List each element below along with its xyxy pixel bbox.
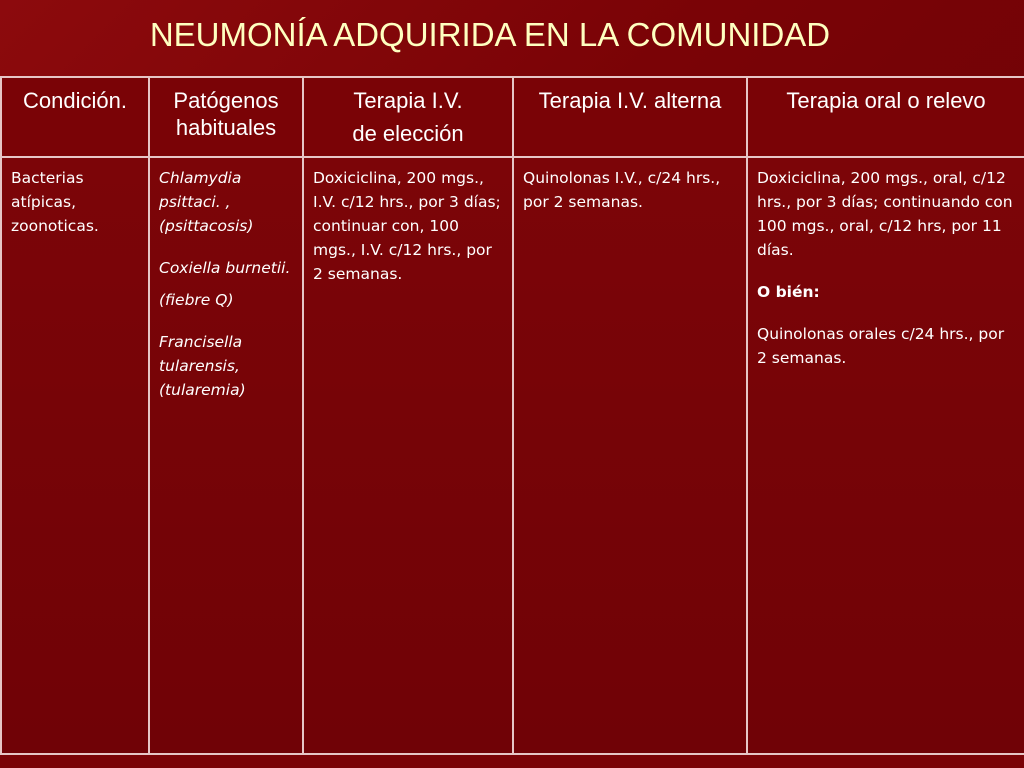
oral-o-bien: O bién:	[757, 283, 820, 301]
header-terapia-oral-label: Terapia oral o relevo	[786, 88, 986, 113]
header-patogenos-label: Patógenos habituales	[173, 88, 279, 140]
table-row	[1, 157, 1024, 754]
pathogen-coxiella: Coxiella burnetii.	[159, 259, 291, 277]
pathogen-chlamydia: Chlamydia psittaci. , (psittacosis)	[159, 169, 254, 235]
bottom-band	[0, 755, 1024, 768]
table-header-row	[1, 77, 1024, 157]
oral-doxiciclina: Doxiciclina, 200 mgs., oral, c/12 hrs., por 3 días; continuando con 100 mgs., oral, c/12 hrs, por 11 días.	[757, 169, 1013, 259]
header-terapia-alterna	[513, 77, 747, 157]
header-condicion	[1, 77, 149, 157]
cell-terapia-iv-text: Doxiciclina, 200 mgs., I.V. c/12 hrs., por 3 días; continuar con, 100 mgs., I.V. c/12 hrs., por 2 semanas.	[313, 169, 501, 283]
cell-condicion	[1, 157, 149, 754]
header-terapia-iv-line2: de elección	[352, 121, 464, 146]
header-terapia-iv	[303, 77, 513, 157]
cell-condicion-text: Bacterias atípicas, zoonoticas.	[11, 169, 99, 235]
header-terapia-oral	[747, 77, 1024, 157]
cell-terapia-iv	[303, 157, 513, 754]
header-terapia-iv-line1: Terapia I.V.	[353, 88, 463, 113]
cell-terapia-alterna	[513, 157, 747, 754]
page-title: NEUMONÍA ADQUIRIDA EN LA COMUNIDAD	[149, 16, 831, 53]
oral-quinolonas: Quinolonas orales c/24 hrs., por 2 semanas.	[757, 325, 1005, 367]
cell-terapia-oral	[747, 157, 1024, 754]
therapy-table	[0, 76, 1024, 755]
pathogen-fiebre-q: (fiebre Q)	[159, 291, 234, 309]
cell-patogenos	[149, 157, 303, 754]
header-patogenos	[149, 77, 303, 157]
pathogen-francisella: Francisella tularensis, (tularemia)	[159, 333, 246, 399]
cell-terapia-alterna-text: Quinolonas I.V., c/24 hrs., por 2 semanas.	[523, 169, 721, 211]
header-condicion-label: Condición.	[23, 88, 127, 113]
header-terapia-alterna-label: Terapia I.V. alterna	[538, 88, 722, 113]
